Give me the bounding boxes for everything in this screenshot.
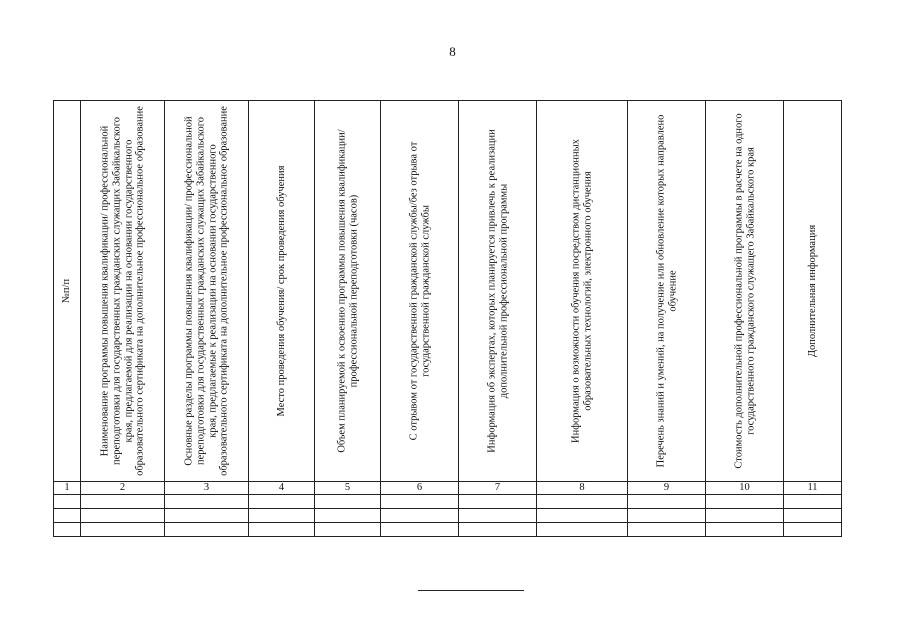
header-cell-additional-info bbox=[784, 101, 842, 482]
header-cell-program-sections bbox=[165, 101, 249, 482]
table-cell bbox=[381, 495, 459, 509]
header-label: Объем планируемой к освоению программы повышения квалификации/ профессиональной переподготовки (часов) bbox=[335, 129, 359, 453]
column-number: 11 bbox=[784, 482, 842, 495]
table-cell bbox=[54, 509, 81, 523]
table-cell bbox=[459, 495, 537, 509]
table-row bbox=[54, 495, 842, 509]
table-cell bbox=[706, 523, 784, 537]
table-cell bbox=[54, 495, 81, 509]
table-cell bbox=[81, 495, 165, 509]
header-cell-study-mode bbox=[381, 101, 459, 482]
table-cell bbox=[315, 495, 381, 509]
table-cell bbox=[537, 495, 628, 509]
header-cell-place-and-term bbox=[249, 101, 315, 482]
column-number: 5 bbox=[315, 482, 381, 495]
column-number: 6 bbox=[381, 482, 459, 495]
table-cell bbox=[706, 495, 784, 509]
table-cell bbox=[784, 495, 842, 509]
table-cell bbox=[165, 523, 249, 537]
table-cell bbox=[459, 509, 537, 523]
table-header-row bbox=[54, 101, 842, 482]
header-cell-cost bbox=[706, 101, 784, 482]
header-cell-index bbox=[54, 101, 81, 482]
table-row bbox=[54, 509, 842, 523]
table-cell bbox=[165, 509, 249, 523]
column-number: 1 bbox=[54, 482, 81, 495]
table-cell bbox=[249, 523, 315, 537]
header-label: Стоимость дополнительной профессиональной программы в расчете на одного государственного гражданского служащего Забайкальского края bbox=[732, 113, 756, 469]
column-number: 8 bbox=[537, 482, 628, 495]
table-cell bbox=[706, 509, 784, 523]
header-label: Перечень знаний и умений, на получение или обновление которых направлено обучение bbox=[654, 114, 678, 468]
column-number: 10 bbox=[706, 482, 784, 495]
column-number: 4 bbox=[249, 482, 315, 495]
table-cell bbox=[459, 523, 537, 537]
header-label: №п/п bbox=[61, 278, 73, 304]
header-label: Основные разделы программы повышения квалификации/ профессиональной переподготовки для государственных гражданских служащих Забайкальского края, предлагаемые к реализации на основании государственного образовательного сертификата на дополнительное профессиональное образование bbox=[183, 106, 230, 476]
column-number: 3 bbox=[165, 482, 249, 495]
header-label: Информация об экспертах, которых планируется привлечь к реализации дополнительной профессиональной программы bbox=[485, 129, 509, 453]
header-label: Наименование программы повышения квалификации/ профессиональной переподготовки для государственных гражданских служащих Забайкальского края, предлагаемой для реализации на основании государственного образовательного сертификата на дополнительное профессиональное образование bbox=[99, 106, 146, 476]
table-cell bbox=[315, 523, 381, 537]
table-cell bbox=[381, 509, 459, 523]
header-label: Информация о возможности обучения посредством дистанционных образовательных технологий, электронного обучения bbox=[570, 139, 593, 443]
header-cell-hours bbox=[315, 101, 381, 482]
column-number: 7 bbox=[459, 482, 537, 495]
table-cell bbox=[628, 495, 706, 509]
table-cell bbox=[165, 495, 249, 509]
header-cell-program-name bbox=[81, 101, 165, 482]
table-cell bbox=[784, 509, 842, 523]
header-cell-skills bbox=[628, 101, 706, 482]
table-cell bbox=[628, 509, 706, 523]
header-label: Дополнительная информация bbox=[806, 224, 818, 358]
table-row bbox=[54, 523, 842, 537]
table-cell bbox=[537, 509, 628, 523]
footer-divider bbox=[418, 590, 524, 591]
header-cell-distance-learning bbox=[537, 101, 628, 482]
header-label: Место проведения обучения/ срок проведения обучения bbox=[275, 165, 287, 417]
column-number: 9 bbox=[628, 482, 706, 495]
table-cell bbox=[381, 523, 459, 537]
header-cell-experts bbox=[459, 101, 537, 482]
column-number-row bbox=[54, 482, 842, 495]
page-number: 8 bbox=[449, 44, 456, 59]
table-cell bbox=[315, 509, 381, 523]
table-cell bbox=[81, 523, 165, 537]
table-cell bbox=[249, 495, 315, 509]
table-cell bbox=[537, 523, 628, 537]
header-label: С отрывом от государственной гражданской службы/без отрыва от государственной гражданской службы bbox=[407, 141, 431, 441]
table-cell bbox=[784, 523, 842, 537]
table-cell bbox=[54, 523, 81, 537]
table-cell bbox=[249, 509, 315, 523]
table-cell bbox=[81, 509, 165, 523]
certificate-program-table bbox=[53, 100, 842, 537]
table-cell bbox=[628, 523, 706, 537]
column-number: 2 bbox=[81, 482, 165, 495]
